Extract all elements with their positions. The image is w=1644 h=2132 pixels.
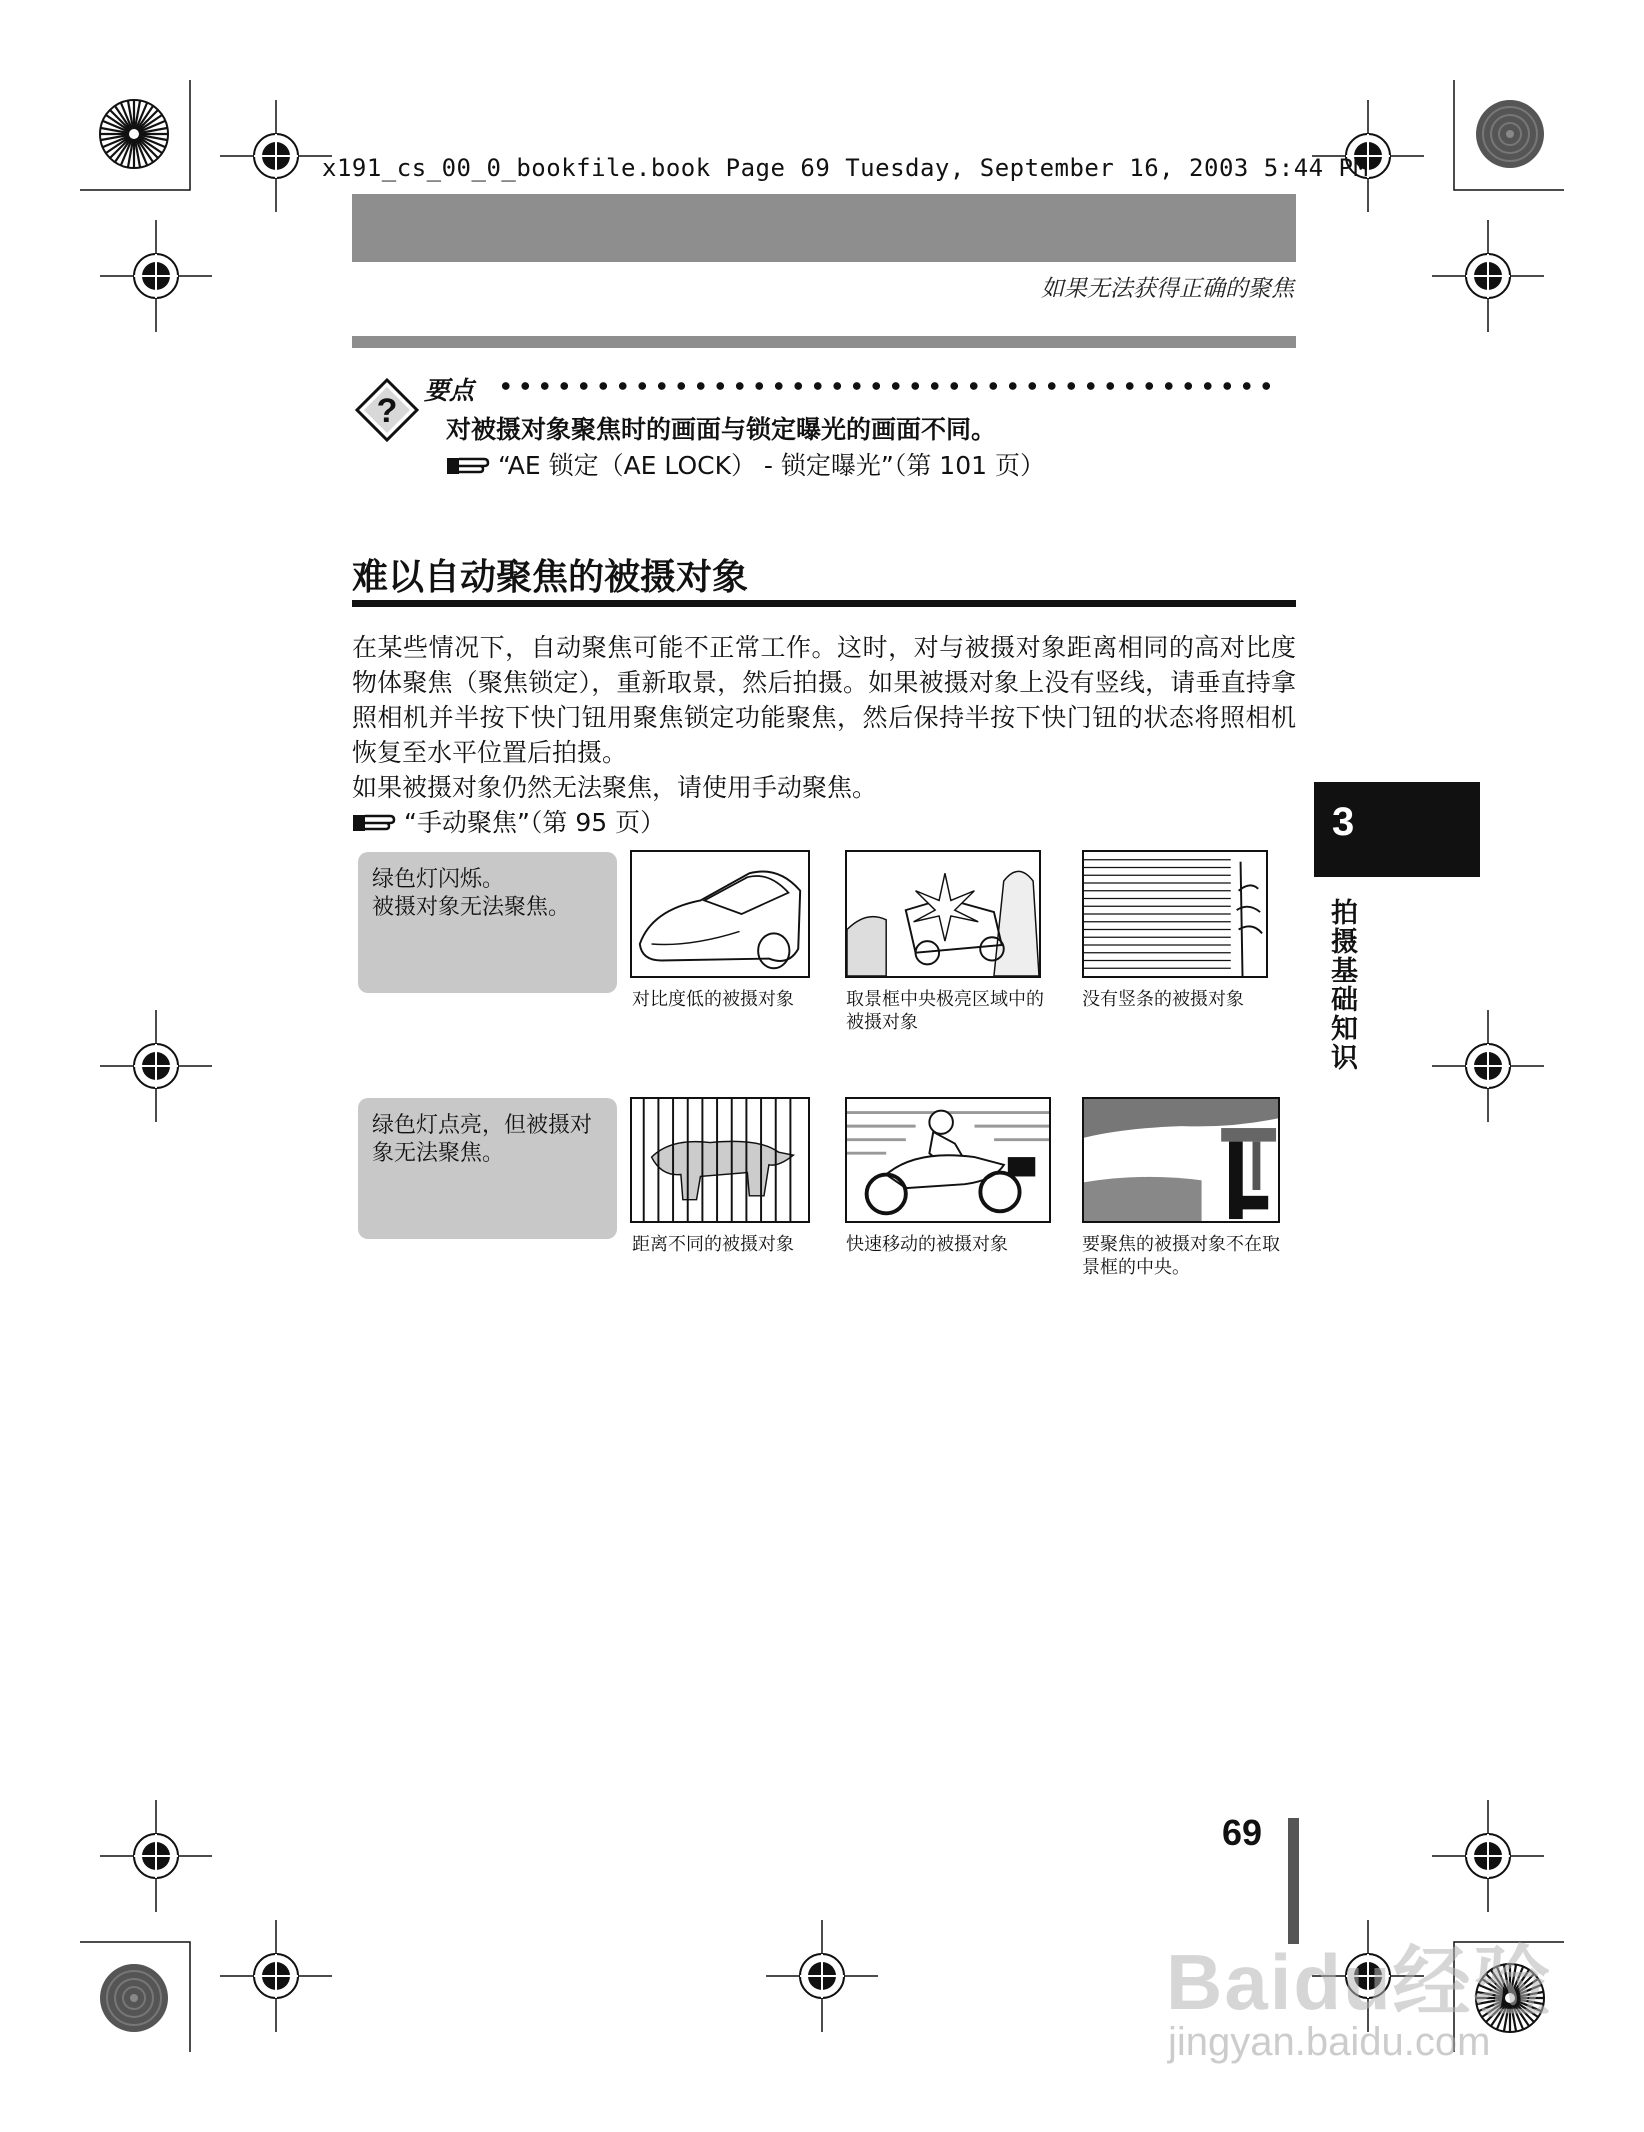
section-title: 难以自动聚焦的被摄对象 — [352, 557, 749, 598]
horizontal-lines-icon — [1082, 850, 1268, 978]
tiger-bars-icon — [630, 1097, 810, 1223]
pointing-hand-icon — [446, 455, 490, 477]
tip-reference-text: “AE 锁定（AE LOCK） - 锁定曝光”（第 101 页） — [498, 451, 1045, 480]
watermark-url: jingyan.baidu.com — [1168, 2020, 1491, 2064]
caption-different-distance: 距离不同的被摄对象 — [632, 1234, 794, 1255]
off-center-icon — [1082, 1097, 1280, 1223]
pointing-hand-icon — [352, 812, 396, 834]
caption-bright-center: 取景框中央极亮区域中的被摄对象 — [846, 989, 1044, 1033]
car-icon — [630, 850, 810, 978]
svg-text:?: ? — [376, 392, 398, 430]
caption-low-contrast: 对比度低的被摄对象 — [632, 989, 794, 1010]
tip-dotted-rule — [496, 382, 1278, 390]
chapter-number: 3 — [1332, 800, 1355, 844]
caption-off-center: 要聚焦的被摄对象不在取景框的中央。 — [1082, 1234, 1280, 1278]
tip-text: 对被摄对象聚焦时的画面与锁定曝光的画面不同。 — [446, 415, 997, 444]
running-head: 如果无法获得正确的聚焦 — [1041, 276, 1294, 302]
watermark-logo: Baidu经验 — [1166, 1938, 1553, 2026]
body-paragraph: 如果被摄对象仍然无法聚焦，请使用手动聚焦。 — [352, 773, 878, 802]
status-box-blinking: 绿色灯闪烁。 被摄对象无法聚焦。 — [358, 852, 617, 993]
section-rule — [352, 600, 1296, 607]
chapter-title: 拍摄基础知识 — [1326, 898, 1357, 1072]
tip-reference — [446, 446, 1045, 482]
header-band — [352, 194, 1296, 262]
page-number: 69 — [1222, 1812, 1263, 1853]
tip-label: 要点 — [424, 376, 475, 405]
question-icon — [354, 377, 420, 443]
motorcycle-icon — [845, 1097, 1051, 1223]
caption-no-vertical: 没有竖条的被摄对象 — [1082, 989, 1244, 1010]
caption-fast-moving: 快速移动的被摄对象 — [846, 1234, 1008, 1255]
body-text — [352, 630, 1296, 840]
manual-focus-reference — [352, 805, 1296, 840]
manual-focus-reference-text: “手动聚焦”（第 95 页） — [404, 808, 666, 837]
header-rule — [352, 336, 1296, 348]
bright-car-icon — [845, 850, 1041, 978]
chapter-tab — [1314, 782, 1480, 877]
status-box-lit: 绿色灯点亮，但被摄对象无法聚焦。 — [358, 1098, 617, 1239]
print-info-line: x191_cs_00_0_bookfile.book Page 69 Tuesday, September 16, 2003 5:44 PM — [322, 154, 1369, 182]
body-paragraph: 在某些情况下，自动聚焦可能不正常工作。这时，对与被摄对象距离相同的高对比度物体聚焦（聚焦锁定），重新取景，然后拍摄。如果被摄对象上没有竖线，请垂直持拿照相机并半按下快门钮用聚焦锁定功能聚焦，然后保持半按下快门钮的状态将照相机恢复至水平位置后拍摄。 — [352, 633, 1296, 767]
